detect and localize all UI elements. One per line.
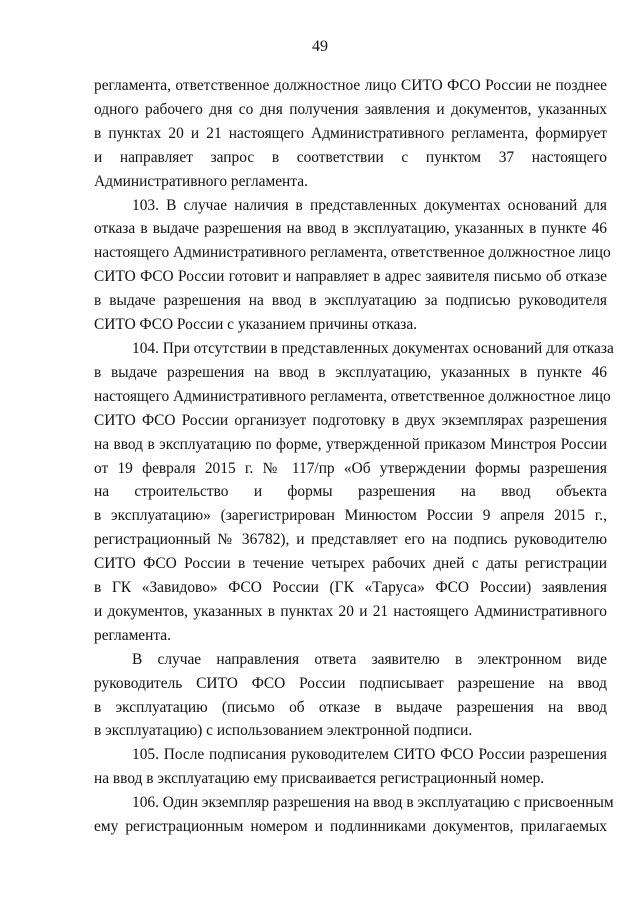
text-line: регистрационный № 36782), и представляет его на подпись руководителю	[94, 531, 607, 549]
text-line: СИТО ФСО России готовит и направляет в адрес заявителя письмо об отказе	[94, 268, 607, 286]
paragraph-105	[94, 743, 607, 791]
text-line: одного рабочего дня со дня получения заявления и документов, указанных	[94, 100, 607, 118]
text-line: регламента, ответственное должностное лицо СИТО ФСО России не позднее	[94, 77, 607, 94]
paragraph	[94, 74, 607, 194]
text-line: в ГК «Завидово» ФСО России (ГК «Таруса» ФСО России) заявления	[94, 579, 607, 597]
text-line: от 19 февраля 2015 г. № 117/пр «Об утверждении формы разрешения	[94, 459, 607, 477]
text-line: руководитель СИТО ФСО России подписывает разрешение на ввод	[94, 674, 607, 692]
text-line: СИТО ФСО России с указанием причины отказа.	[94, 316, 418, 334]
text-line: на строительство и формы разрешения на ввод объекта	[94, 483, 607, 501]
text-line: регламента.	[94, 626, 171, 644]
text-line: СИТО ФСО России в течение четырех рабочих дней с даты регистрации	[94, 555, 607, 573]
text-line: в эксплуатацию) с использованием электронной подписи.	[94, 722, 473, 740]
paragraph-106	[94, 791, 614, 839]
text-line: и направляет запрос в соответствии с пунктом 37 настоящего	[94, 148, 607, 166]
text-line: СИТО ФСО России организует подготовку в двух экземплярах разрешения	[94, 411, 607, 429]
text-line: 106. Один экземпляр разрешения на ввод в эксплуатацию с присвоенным	[132, 794, 614, 812]
text-line: в пунктах 20 и 21 настоящего Административного регламента, формирует	[94, 124, 607, 142]
text-line: 103. В случае наличия в представленных документах оснований для	[132, 196, 607, 214]
text-line: в эксплуатацию» (зарегистрирован Минюстом России 9 апреля 2015 г.,	[94, 507, 607, 525]
text-line: В случае направления ответа заявителю в электронном виде	[132, 650, 607, 668]
text-line: в эксплуатацию (письмо об отказе в выдаче разрешения на ввод	[94, 698, 607, 716]
text-line: Административного регламента.	[94, 172, 308, 190]
text-line: 105. После подписания руководителем СИТО ФСО России разрешения	[132, 746, 607, 764]
text-line: в выдаче разрешения на ввод в эксплуатацию за подписью руководителя	[94, 292, 607, 310]
text-line: ему регистрационным номером и подлинниками документов, прилагаемых	[94, 818, 607, 836]
text-line: на ввод в эксплуатацию по форме, утвержденной приказом Минстроя России	[94, 435, 607, 453]
page-number: 49	[312, 38, 328, 55]
text-line: настоящего Административного регламента, ответственное должностное лицо	[94, 387, 611, 405]
paragraph-103	[94, 194, 611, 337]
text-line: отказа в выдаче разрешения на ввод в эксплуатацию, указанных в пункте 46	[94, 220, 607, 238]
text-line: 104. При отсутствии в представленных документах оснований для отказа	[132, 339, 614, 357]
text-line: и документов, указанных в пунктах 20 и 21 настоящего Административного	[94, 602, 607, 620]
text-line: в выдаче разрешения на ввод в эксплуатацию, указанных в пункте 46	[94, 363, 607, 381]
document-body	[94, 74, 614, 839]
paragraph-104	[94, 337, 614, 648]
text-line: настоящего Административного регламента, ответственное должностное лицо	[94, 244, 611, 262]
paragraph-104-electronic	[94, 648, 607, 744]
text-line: на ввод в эксплуатацию ему присваивается регистрационный номер.	[94, 770, 545, 788]
